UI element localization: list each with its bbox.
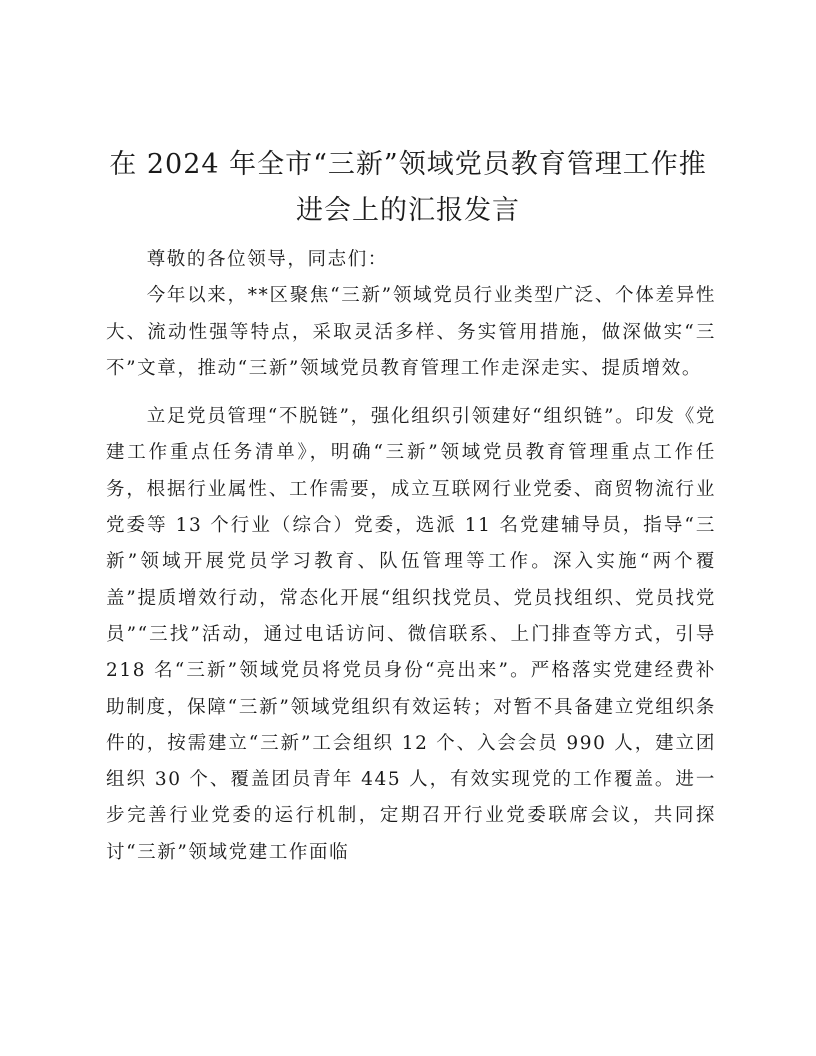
document-body — [106, 242, 716, 871]
paragraph-organization-chain: 立足党员管理“不脱链”，强化组织引领建好“组织链”。印发《党建工作重点任务清单》，明确“三新”领域党员教育管理重点工作任务，根据行业属性、工作需要，成立互联网行业党委、商贸物流行业党委等 13 个行业（综合）党委，选派 11 名党建辅导员，指导“三新”领域开展党员学习教育、队伍管理等工作。深入实施“两个覆盖”提质增效行动，常态化开展“组织找党员、党员找组织、党员找党员”“三找”活动，通过电话访问、微信联系、上门排查等方式，引导 218 名“三新”领域党员将党员身份“亮出来”。严格落实党建经费补助制度，保障“三新”领域党组织有效运转；对暂不具备建立党组织条件的，按需建立“三新”工会组织 12 个、入会会员 990 人，建立团组织 30 个、覆盖团员青年 445 人，有效实现党的工作覆盖。进一步完善行业党委的运行机制，定期召开行业党委联席会议，共同探讨“三新”领域党建工作面临 — [106, 406, 716, 863]
paragraph-intro: 今年以来，**区聚焦“三新”领域党员行业类型广泛、个体差异性大、流动性强等特点，采取灵活多样、务实管用措施，做深做实“三不”文章，推动“三新”领域党员教育管理工作走深走实、提质增效。 — [106, 285, 716, 379]
salutation: 尊敬的各位领导，同志们： — [146, 249, 388, 270]
document-title: 在 2024 年全市“三新”领域党员教育管理工作推进会上的汇报发言 — [109, 149, 707, 226]
